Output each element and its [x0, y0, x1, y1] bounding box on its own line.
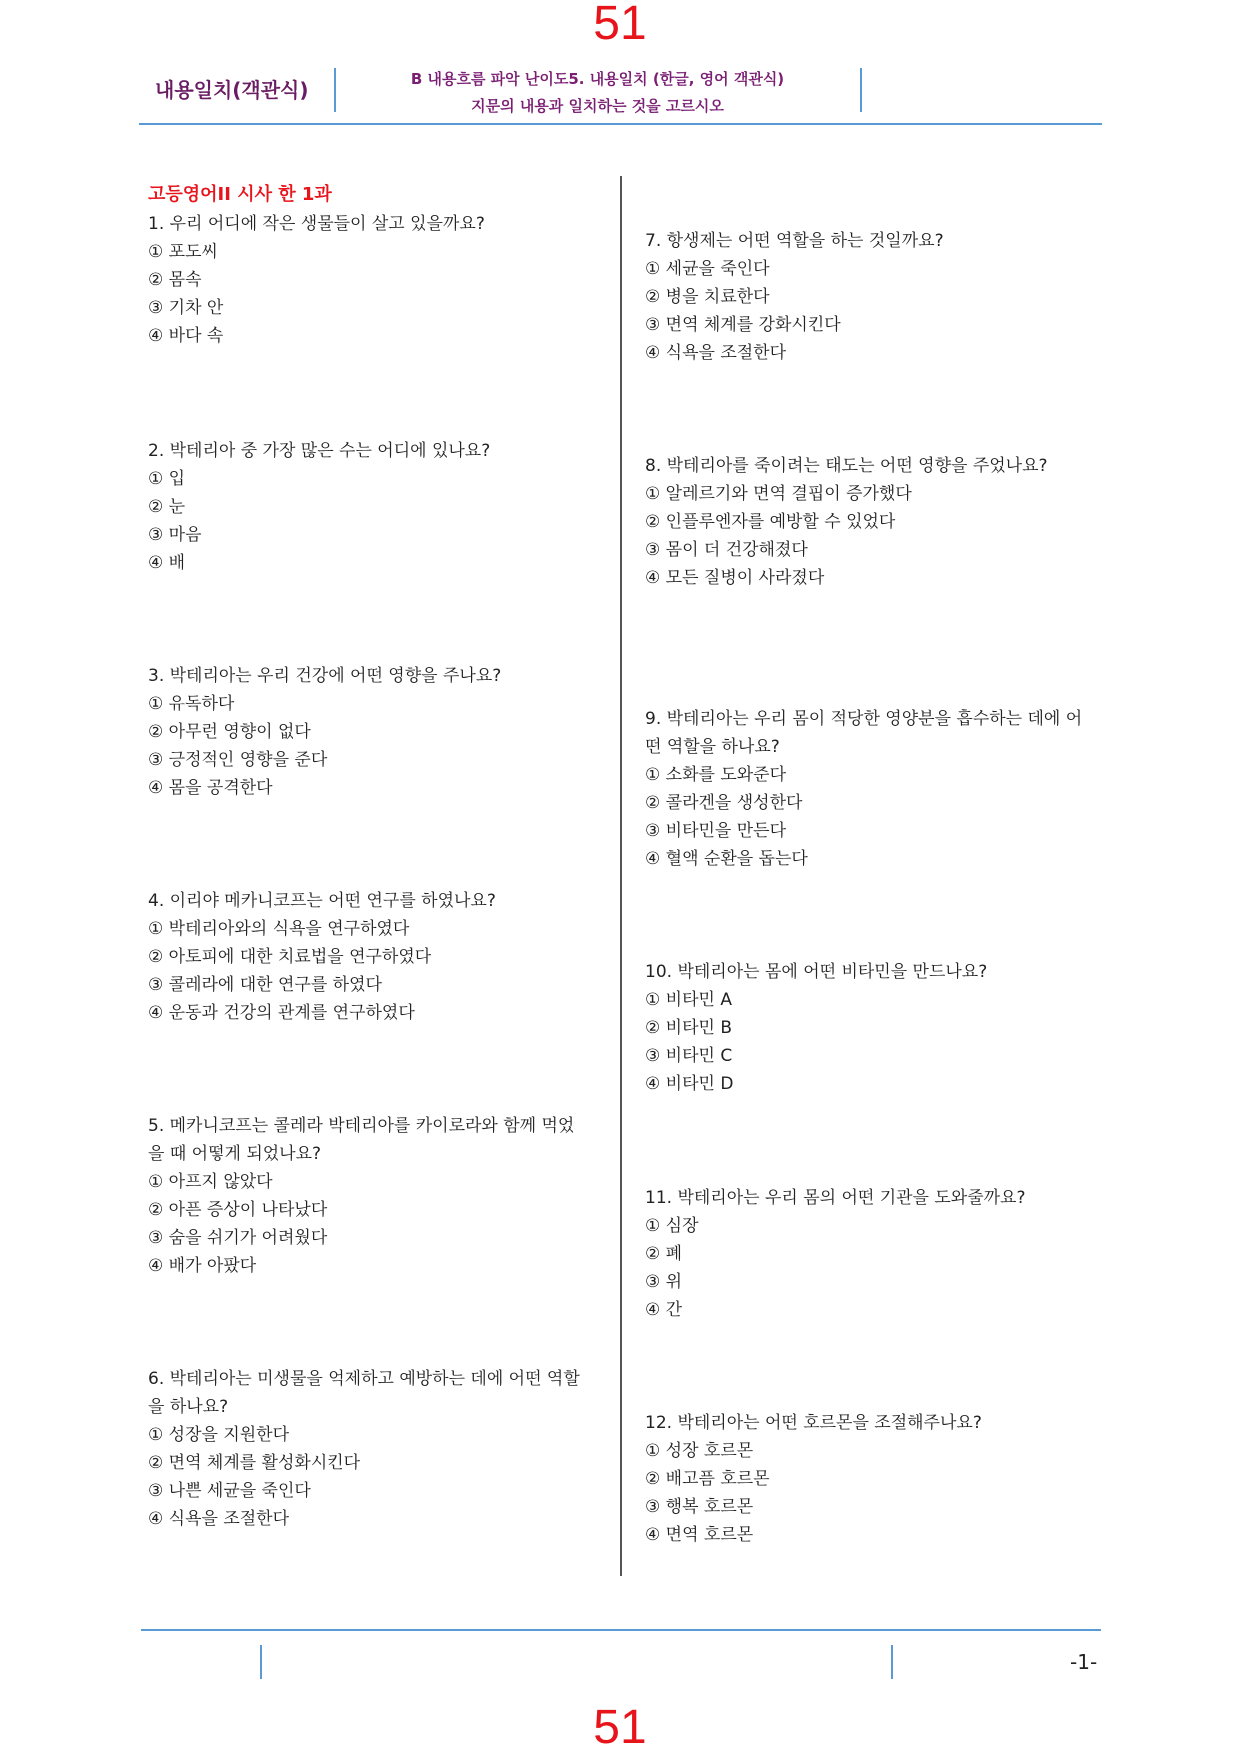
- option: ③ 몸이 더 건강해졌다: [645, 540, 808, 560]
- option: ③ 긍정적인 영향을 준다: [148, 750, 328, 770]
- section-title: 고등영어II 시사 한 1과: [148, 184, 332, 205]
- option: ④ 몸을 공격한다: [148, 778, 273, 798]
- question-text: 4. 이리야 메카니코프는 어떤 연구를 하였나요?: [148, 891, 496, 911]
- question-10: [645, 958, 1085, 1098]
- question-4: [148, 887, 588, 1027]
- question-text: 5. 메카니코프는 콜레라 박테리아를 카이로라와 함께 먹었을 때 어떻게 되었나요?: [148, 1116, 575, 1164]
- option: ③ 나쁜 세균을 죽인다: [148, 1481, 311, 1501]
- page-number-top: 51: [593, 0, 647, 50]
- question-3: [148, 662, 588, 802]
- question-9: [645, 705, 1085, 873]
- option: ② 면역 체계를 활성화시킨다: [148, 1453, 361, 1473]
- option: ③ 마음: [148, 525, 202, 545]
- option: ② 콜라겐을 생성한다: [645, 793, 803, 813]
- option: ③ 위: [645, 1272, 683, 1292]
- header-divider-right: [860, 68, 862, 112]
- option: ① 성장 호르몬: [645, 1441, 754, 1461]
- option: ① 포도씨: [148, 242, 218, 262]
- question-text: 6. 박테리아는 미생물을 억제하고 예방하는 데에 어떤 역할을 하나요?: [148, 1369, 580, 1417]
- question-text: 2. 박테리아 중 가장 많은 수는 어디에 있나요?: [148, 441, 491, 461]
- footer-rule: [141, 1629, 1101, 1631]
- option: ① 세균을 죽인다: [645, 259, 770, 279]
- option: ② 병을 치료한다: [645, 287, 770, 307]
- option: ① 박테리아와의 식욕을 연구하였다: [148, 919, 410, 939]
- question-text: 3. 박테리아는 우리 건강에 어떤 영향을 주나요?: [148, 666, 502, 686]
- option: ② 폐: [645, 1244, 683, 1264]
- option: ④ 운동과 건강의 관계를 연구하였다: [148, 1003, 415, 1023]
- option: ④ 간: [645, 1300, 683, 1320]
- option: ① 심장: [645, 1216, 699, 1236]
- option: ③ 면역 체계를 강화시킨다: [645, 315, 841, 335]
- question-text: 10. 박테리아는 몸에 어떤 비타민을 만드나요?: [645, 962, 988, 982]
- footer-divider-right: [891, 1645, 893, 1679]
- option: ④ 모든 질병이 사라졌다: [645, 568, 825, 588]
- question-7: [645, 227, 1085, 367]
- option: ④ 혈액 순환을 돕는다: [645, 849, 808, 869]
- option: ③ 비타민 C: [645, 1046, 733, 1066]
- question-5: [148, 1112, 588, 1280]
- option: ② 눈: [148, 497, 186, 517]
- option: ① 소화를 도와준다: [645, 765, 787, 785]
- option: ① 비타민 A: [645, 990, 732, 1010]
- footer-divider-left: [260, 1645, 262, 1679]
- column-divider: [620, 176, 622, 1576]
- question-text: 7. 항생제는 어떤 역할을 하는 것일까요?: [645, 231, 944, 251]
- option: ③ 행복 호르몬: [645, 1497, 754, 1517]
- option: ③ 비타민을 만든다: [645, 821, 787, 841]
- option: ② 몸속: [148, 270, 202, 290]
- header-divider-left: [334, 68, 336, 112]
- header-title: 내용일치(객관식): [155, 78, 309, 102]
- option: ③ 숨을 쉬기가 어려웠다: [148, 1228, 328, 1248]
- option: ④ 식욕을 조절한다: [148, 1509, 290, 1529]
- page-number-bottom: 51: [593, 1701, 647, 1754]
- option: ② 비타민 B: [645, 1018, 732, 1038]
- footer-page-label: -1-: [1070, 1650, 1098, 1674]
- question-text: 12. 박테리아는 어떤 호르몬을 조절해주나요?: [645, 1413, 982, 1433]
- option: ④ 바다 속: [148, 326, 224, 346]
- option: ④ 배가 아팠다: [148, 1256, 257, 1276]
- option: ① 성장을 지원한다: [148, 1425, 290, 1445]
- option: ① 알레르기와 면역 결핍이 증가했다: [645, 484, 912, 504]
- option: ③ 기차 안: [148, 298, 224, 318]
- question-text: 1. 우리 어디에 작은 생물들이 살고 있을까요?: [148, 214, 485, 234]
- question-text: 8. 박테리아를 죽이려는 태도는 어떤 영향을 주었나요?: [645, 456, 1048, 476]
- question-6: [148, 1365, 588, 1533]
- option: ① 아프지 않았다: [148, 1172, 273, 1192]
- header-subtitle-line1: B 내용흐름 파악 난이도5. 내용일치 (한글, 영어 객관식): [410, 70, 785, 88]
- option: ② 아무런 영향이 없다: [148, 722, 311, 742]
- header-rule: [139, 123, 1102, 125]
- header-subtitle-line2: 지문의 내용과 일치하는 것을 고르시오: [471, 97, 724, 115]
- option: ② 배고픔 호르몬: [645, 1469, 770, 1489]
- question-text: 9. 박테리아는 우리 몸이 적당한 영양분을 흡수하는 데에 어떤 역할을 하나요?: [645, 709, 1083, 757]
- question-8: [645, 452, 1085, 592]
- question-2: [148, 437, 588, 577]
- option: ④ 면역 호르몬: [645, 1525, 754, 1545]
- option: ② 아픈 증상이 나타났다: [148, 1200, 328, 1220]
- option: ② 아토피에 대한 치료법을 연구하였다: [148, 947, 432, 967]
- option: ② 인플루엔자를 예방할 수 있었다: [645, 512, 896, 532]
- option: ③ 콜레라에 대한 연구를 하였다: [148, 975, 382, 995]
- option: ④ 식욕을 조절한다: [645, 343, 787, 363]
- question-text: 11. 박테리아는 우리 몸의 어떤 기관을 도와줄까요?: [645, 1188, 1026, 1208]
- option: ① 입: [148, 469, 186, 489]
- option: ④ 배: [148, 553, 186, 573]
- question-1: [148, 210, 588, 350]
- question-11: [645, 1184, 1085, 1324]
- option: ① 유독하다: [148, 694, 235, 714]
- question-12: [645, 1409, 1085, 1549]
- option: ④ 비타민 D: [645, 1074, 734, 1094]
